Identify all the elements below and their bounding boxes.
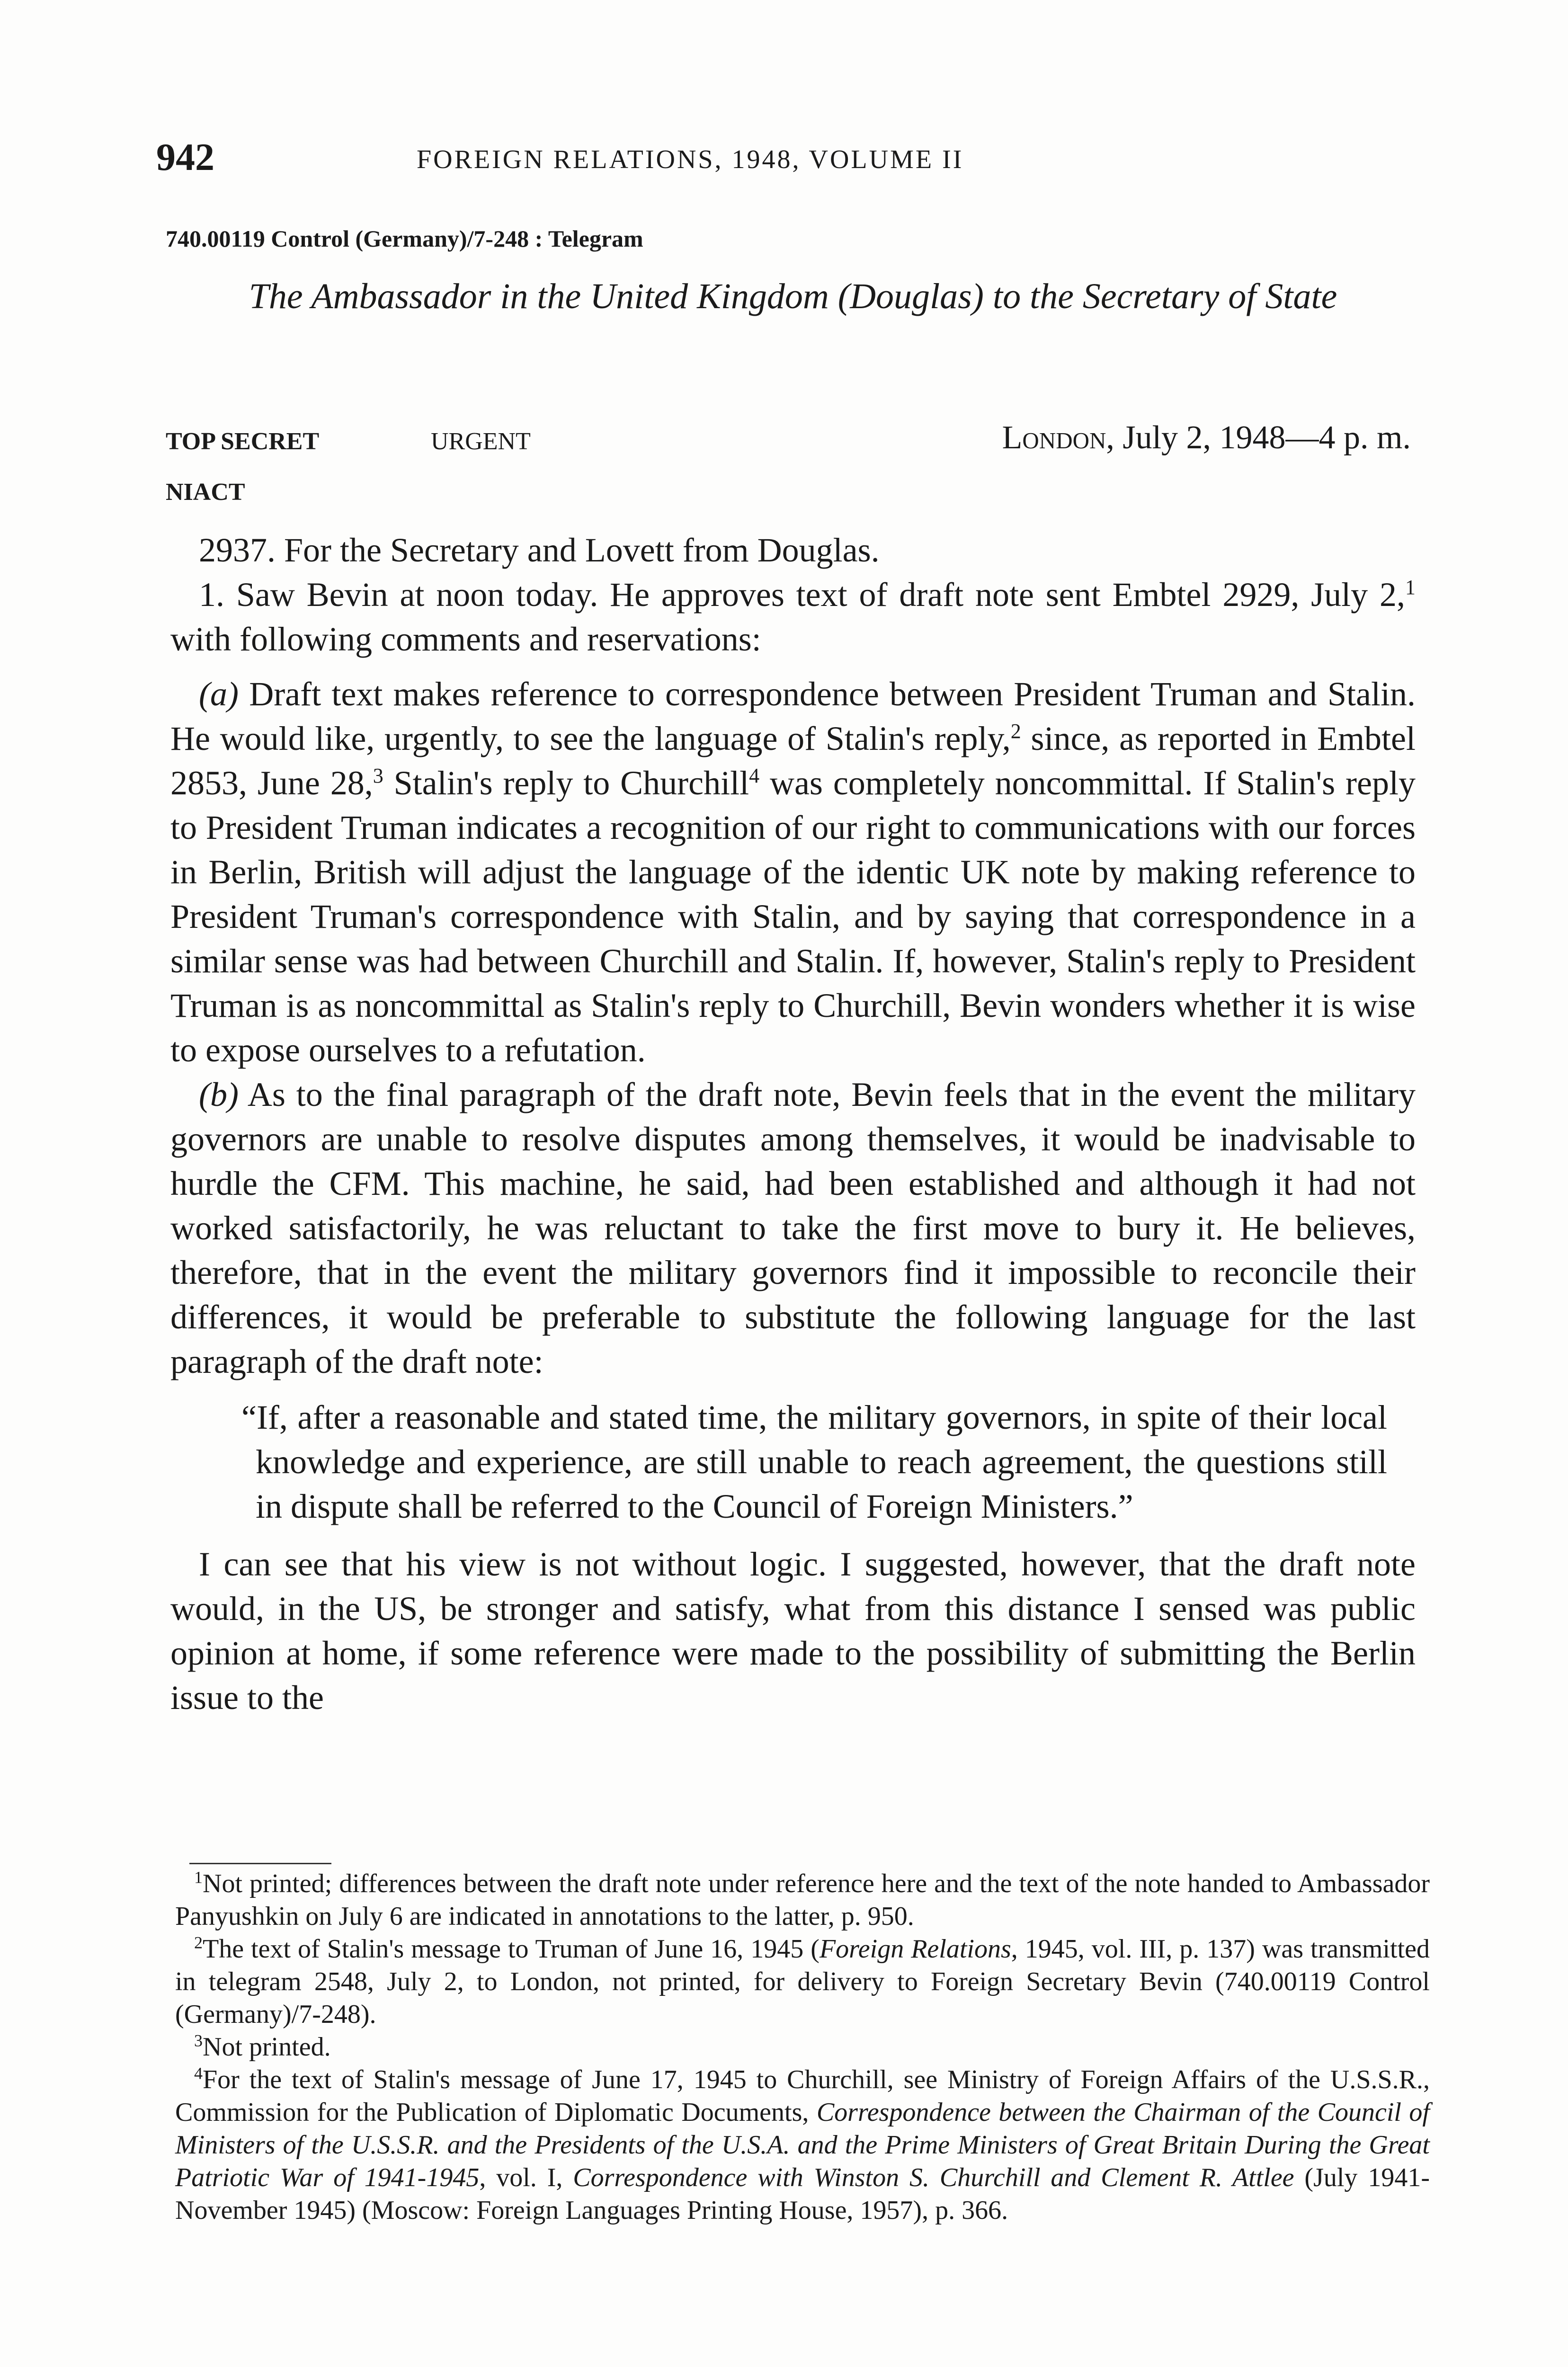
paragraph-a-text-3: Stalin's reply to Churchill	[383, 764, 749, 802]
document-title: The Ambassador in the United Kingdom (Douglas) to the Secretary of State	[249, 276, 1337, 316]
footnote-ref-3: 3	[373, 764, 383, 787]
paragraph-a-label: (a)	[199, 675, 239, 713]
paragraph-1-text-a: 1. Saw Bevin at noon today. He approves text of draft note sent Embtel 2929, July 2,	[199, 576, 1405, 614]
footnote-4-text-b: , vol. I,	[479, 2163, 573, 2192]
footnote-2	[175, 1933, 1430, 2031]
footnote-4-number: 4	[194, 2064, 203, 2083]
priority-label: URGENT	[431, 428, 531, 455]
page-header	[156, 135, 1434, 182]
paragraph-a-text-1: Draft text makes reference to correspondence between President Truman and Stalin. He would like, urgently, to see the language of Stalin's reply,	[170, 675, 1416, 757]
footnote-3-text: Not printed.	[203, 2032, 331, 2062]
footnote-ref-2: 2	[1010, 720, 1021, 743]
running-head: FOREIGN RELATIONS, 1948, VOLUME II	[417, 145, 964, 174]
telegram-body	[170, 528, 1416, 1720]
footnote-2-number: 2	[194, 1933, 203, 1952]
classification-line	[166, 419, 1420, 462]
paragraph-a-text-4: was completely noncommittal. If Stalin's reply to President Truman indicates a recognition of our right to communications with our forces in Berlin, British will adjust the language of the identic UK note by making reference to President Truman's correspondence with Stalin, and by saying that correspondence in a similar sense was had between Churchill and Stalin. If, however, Stalin's reply to President Truman is as noncommittal as Stalin's reply to Churchill, Bevin wonders whether it is wise to expose ourselves to a refutation.	[170, 764, 1416, 1069]
footnote-3	[175, 2031, 1430, 2064]
footnotes	[175, 1868, 1430, 2227]
paragraph-opening: 2937. For the Secretary and Lovett from Douglas.	[199, 531, 880, 569]
paragraph-1-text-b: with following comments and reservations:	[170, 620, 761, 658]
footnote-4-text-a: For the text of Stalin's message of June 17, 1945 to Churchill, see Ministry of Foreign Affairs of the U.S.S.R., Commission for the Publication of Diplomatic Documents,	[175, 2065, 1430, 2127]
footnote-1	[175, 1868, 1430, 1933]
footnote-2-text-b: , 1945, vol. III, p. 137) was transmitted in telegram 2548, July 2, to London, not printed, for delivery to Foreign Secretary Bevin (740.00119 Control (Germany)/7-248).	[175, 1934, 1430, 2029]
paragraph-b-text: As to the final paragraph of the draft note, Bevin feels that in the event the military governors are unable to resolve disputes among themselves, it would be inadvisable to hurdle the CFM. This machine, he said, had been established and although it had not worked satisfactorily, he was reluctant to take the first move to bury it. He believes, therefore, that in the event the military governors find it impossible to reconcile their differences, it would be preferable to substitute the following language for the last paragraph of the draft note:	[170, 1076, 1416, 1380]
footnote-2-text-a: The text of Stalin's message to Truman of June 16, 1945 (	[203, 1934, 820, 1964]
paragraph-1	[170, 572, 1416, 661]
footnote-ref-1: 1	[1405, 576, 1416, 599]
dateline-city: London	[1002, 419, 1106, 456]
paragraph-b	[170, 1072, 1416, 1384]
file-reference: 740.00119 Control (Germany)/7-248 : Telegram	[166, 225, 643, 252]
dateline	[1002, 419, 1411, 457]
page-number: 942	[156, 135, 214, 178]
niact-label: NIACT	[166, 479, 245, 506]
footnote-4	[175, 2064, 1430, 2227]
footnote-3-number: 3	[194, 2031, 203, 2050]
footnote-4-italic-title: Correspondence between the Chairman of the Council of Ministers of the U.S.S.R. and the Presidents of the U.S.A. and the Prime Ministers of Great Britain During the Great Patriotic War of 1941-1945	[175, 2098, 1430, 2192]
footnote-1-number: 1	[194, 1868, 203, 1887]
footnote-4-text-c: (July 1941-November 1945) (Moscow: Foreign Languages Printing House, 1957), p. 366.	[175, 2163, 1430, 2225]
footnote-divider	[189, 1863, 331, 1864]
footnote-4-italic-subtitle: Correspondence with Winston S. Churchill and Clement R. Attlee	[573, 2163, 1294, 2192]
footnote-1-text: Not printed; differences between the draft note under reference here and the text of the note handed to Ambassador Panyushkin on July 6 are indicated in annotations to the latter, p. 950.	[175, 1869, 1430, 1931]
paragraph-b-label: (b)	[199, 1076, 239, 1113]
footnote-ref-4: 4	[749, 764, 760, 787]
paragraph-a	[170, 672, 1416, 1072]
dateline-date: , July 2, 1948—4 p. m.	[1106, 419, 1411, 456]
classification-label: TOP SECRET	[166, 428, 320, 455]
quoted-language: “If, after a reasonable and stated time, the military governors, in spite of their local knowledge and experience, are still unable to reach agreement, the questions still in dispute shall be referred to the Council of Foreign Ministers.”	[241, 1398, 1387, 1525]
paragraph-closing: I can see that his view is not without logic. I suggested, however, that the draft note would, in the US, be stronger and satisfy, what from this distance I sensed was public opinion at home, if some reference were made to the possibility of submitting the Berlin issue to the	[170, 1545, 1416, 1717]
footnote-2-italic: Foreign Relations	[819, 1934, 1011, 1964]
paragraph-a-text-2: since, as reported in Embtel 2853, June 28,	[170, 720, 1416, 802]
